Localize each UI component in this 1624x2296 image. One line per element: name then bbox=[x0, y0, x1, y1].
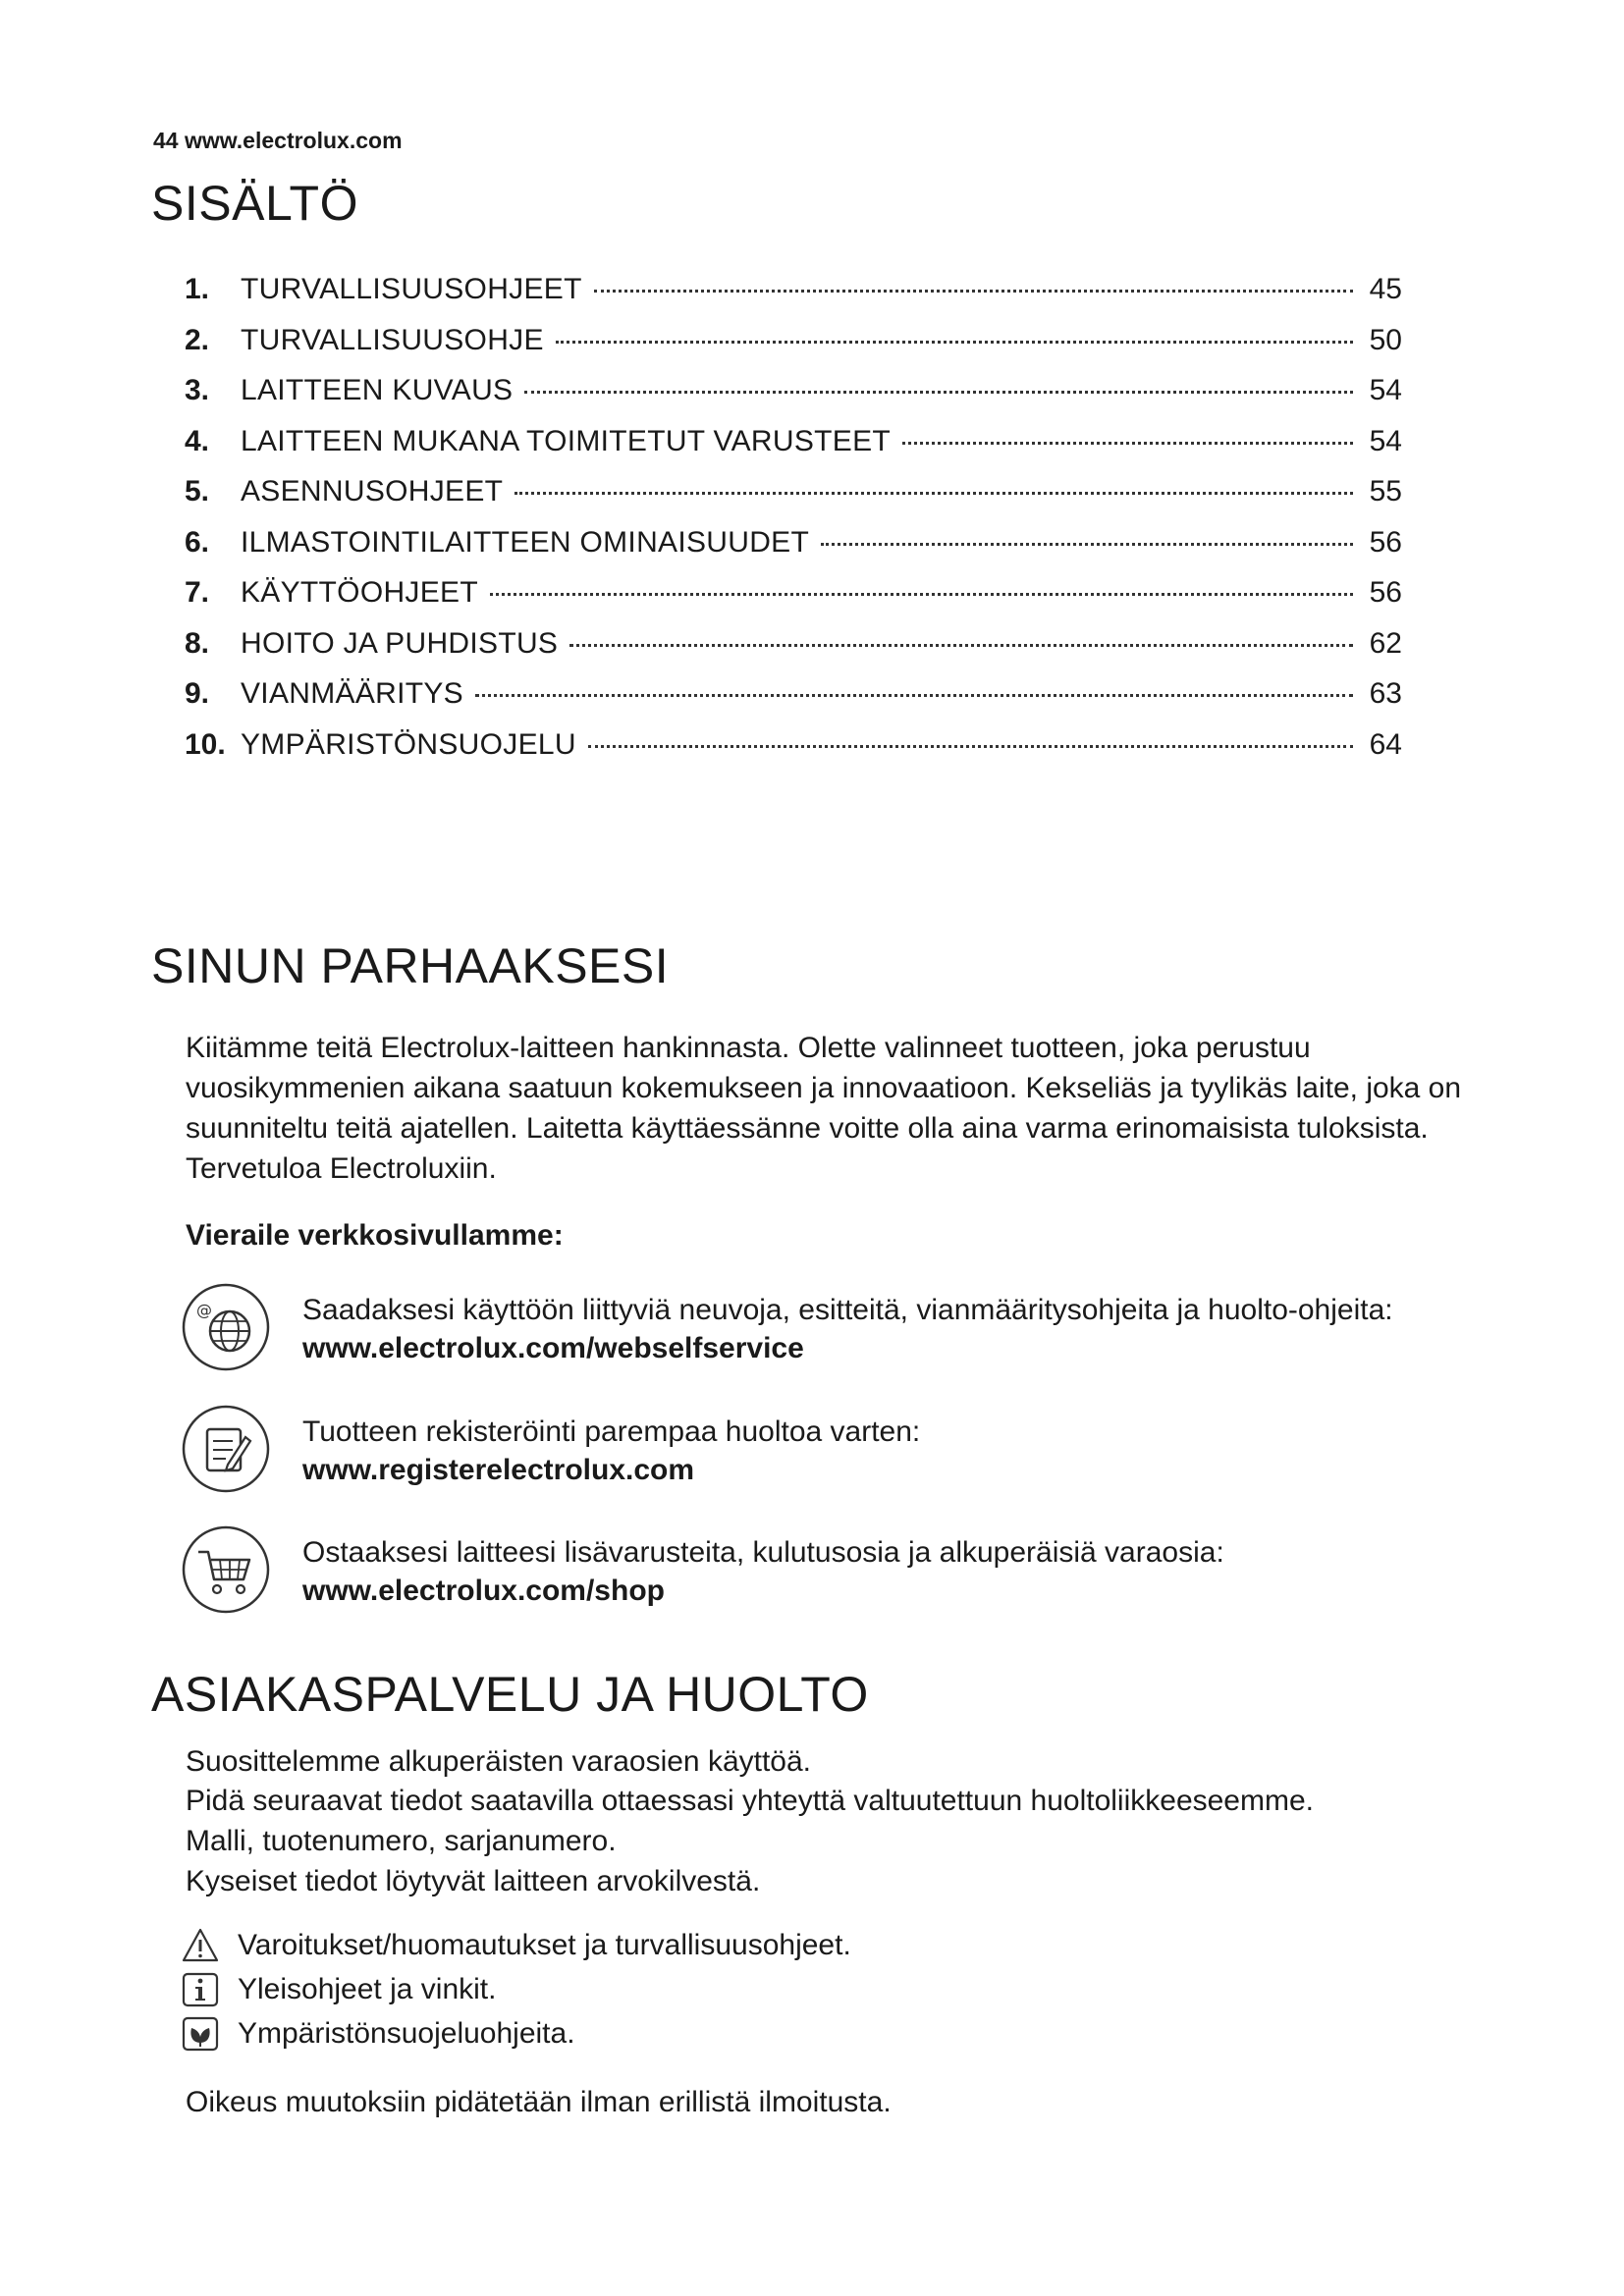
toc-item[interactable] bbox=[185, 425, 1402, 476]
link-url[interactable]: www.electrolux.com/webselfservice bbox=[302, 1332, 804, 1364]
toc-item-title: ILMASTOINTILAITTEEN OMINAISUUDET bbox=[241, 525, 810, 559]
toc-item[interactable] bbox=[185, 526, 1402, 577]
cart-icon bbox=[181, 1524, 271, 1615]
toc-item[interactable] bbox=[185, 475, 1402, 526]
link-description: Tuotteen rekisteröinti parempaa huoltoa varten: bbox=[302, 1415, 921, 1448]
intro-paragraph: Kiitämme teitä Electrolux-laitteen hankinnasta. Olette valinneet tuotteen, joka perustuu vuosikymmenien aikana saatuun kokemukseen ja innovaatioon. Kekseliäs ja tyylikäs laite, joka on suunniteltu teitä ajatellen. Laitetta käyttäessänne voitte olla aina varma erinomaisista tuloksista. Tervetuloa Electroluxiin. bbox=[186, 1032, 1462, 1185]
toc-item-page: 50 bbox=[1369, 323, 1402, 356]
toc-leader-dots bbox=[490, 593, 1353, 596]
visit-website-heading: Vieraile verkkosivullamme: bbox=[186, 1219, 564, 1252]
toc-leader-dots bbox=[514, 492, 1353, 495]
toc-item-title: TURVALLISUUSOHJEET bbox=[241, 273, 582, 305]
toc-item-number: 10. bbox=[185, 727, 226, 761]
toc-item-page: 64 bbox=[1369, 727, 1402, 761]
toc-item-title: LAITTEEN MUKANA TOIMITETUT VARUSTEET bbox=[241, 424, 892, 457]
link-description: Ostaaksesi laitteesi lisävarusteita, kulutusosia ja alkuperäisiä varaosia: bbox=[302, 1536, 1224, 1569]
legend-text: Yleisohjeet ja vinkit. bbox=[238, 1973, 497, 2005]
toc-item-title: YMPÄRISTÖNSUOJELU bbox=[241, 727, 576, 761]
toc-item-title: VIANMÄÄRITYS bbox=[241, 677, 463, 710]
toc-item[interactable] bbox=[185, 627, 1402, 678]
service-line: Kyseiset tiedot löytyvät laitteen arvokilvestä. bbox=[186, 1865, 761, 1897]
toc-item[interactable] bbox=[185, 576, 1402, 627]
toc-item-number: 5. bbox=[185, 475, 210, 507]
toc-item[interactable] bbox=[185, 677, 1402, 728]
service-line: Suosittelemme alkuperäisten varaosien käyttöä. bbox=[186, 1745, 812, 1778]
toc-item-page: 54 bbox=[1369, 374, 1402, 406]
toc-item-number: 6. bbox=[185, 525, 210, 559]
toc-item-number: 3. bbox=[185, 374, 210, 406]
toc-item[interactable] bbox=[185, 728, 1402, 779]
toc-item-title: ASENNUSOHJEET bbox=[241, 475, 504, 507]
legend-item-warning bbox=[181, 1926, 851, 1965]
toc-leader-dots bbox=[556, 341, 1353, 344]
warning-icon bbox=[181, 1926, 220, 1965]
toc-item[interactable] bbox=[185, 324, 1402, 375]
toc-item-number: 9. bbox=[185, 677, 210, 710]
toc-item-number: 4. bbox=[185, 424, 210, 457]
toc-item-page: 54 bbox=[1369, 424, 1402, 457]
table-of-contents bbox=[185, 273, 1402, 778]
toc-item-number: 2. bbox=[185, 323, 210, 356]
link-description: Saadaksesi käyttöön liittyviä neuvoja, esitteitä, vianmääritysohjeita ja huolto-ohjeita: bbox=[302, 1294, 1393, 1326]
service-line: Malli, tuotenumero, sarjanumero. bbox=[186, 1825, 617, 1857]
toc-item[interactable] bbox=[185, 374, 1402, 425]
page-header: 44 www.electrolux.com bbox=[153, 128, 403, 153]
toc-item-title: LAITTEEN KUVAUS bbox=[241, 374, 514, 406]
toc-item-page: 56 bbox=[1369, 576, 1402, 609]
toc-item-page: 55 bbox=[1369, 475, 1402, 507]
toc-title: SISÄLTÖ bbox=[151, 176, 358, 231]
link-item-register bbox=[181, 1404, 1506, 1502]
legend-item-info bbox=[181, 1970, 496, 2009]
toc-item-page: 62 bbox=[1369, 626, 1402, 660]
toc-leader-dots bbox=[594, 290, 1353, 293]
toc-item-title: TURVALLISUUSOHJE bbox=[241, 323, 544, 356]
section-title-service: ASIAKASPALVELU JA HUOLTO bbox=[151, 1667, 869, 1722]
toc-item[interactable] bbox=[185, 273, 1402, 324]
toc-leader-dots bbox=[475, 694, 1353, 697]
toc-item-page: 56 bbox=[1369, 525, 1402, 559]
toc-item-title: HOITO JA PUHDISTUS bbox=[241, 626, 559, 660]
link-url[interactable]: www.registerelectrolux.com bbox=[302, 1454, 695, 1486]
info-icon bbox=[181, 1970, 220, 2009]
legend-item-environment bbox=[181, 2014, 575, 2054]
toc-item-page: 45 bbox=[1369, 273, 1402, 305]
toc-leader-dots bbox=[902, 442, 1353, 445]
toc-item-number: 7. bbox=[185, 576, 210, 609]
toc-leader-dots bbox=[821, 543, 1353, 546]
toc-item-title: KÄYTTÖOHJEET bbox=[241, 576, 478, 609]
environment-icon bbox=[181, 2014, 220, 2054]
footer-note: Oikeus muutoksiin pidätetään ilman erillistä ilmoitusta. bbox=[186, 2086, 892, 2118]
svg-text:@: @ bbox=[196, 1301, 212, 1319]
link-item-shop bbox=[181, 1524, 1506, 1623]
toc-leader-dots bbox=[588, 745, 1353, 748]
toc-leader-dots bbox=[569, 644, 1353, 647]
toc-item-number: 1. bbox=[185, 273, 210, 305]
register-icon bbox=[181, 1404, 271, 1494]
toc-item-number: 8. bbox=[185, 626, 210, 660]
legend-text: Varoitukset/huomautukset ja turvallisuusohjeet. bbox=[238, 1929, 851, 1961]
section-title-best: SINUN PARHAAKSESI bbox=[151, 938, 670, 993]
link-url[interactable]: www.electrolux.com/shop bbox=[302, 1575, 665, 1607]
toc-leader-dots bbox=[524, 391, 1353, 394]
legend-text: Ympäristönsuojeluohjeita. bbox=[238, 2017, 575, 2050]
link-item-webselfservice bbox=[181, 1282, 1506, 1380]
globe-icon bbox=[181, 1282, 271, 1372]
toc-item-page: 63 bbox=[1369, 677, 1402, 710]
service-line: Pidä seuraavat tiedot saatavilla ottaessasi yhteyttä valtuutettuun huoltoliikkeeseemme. bbox=[186, 1785, 1314, 1817]
